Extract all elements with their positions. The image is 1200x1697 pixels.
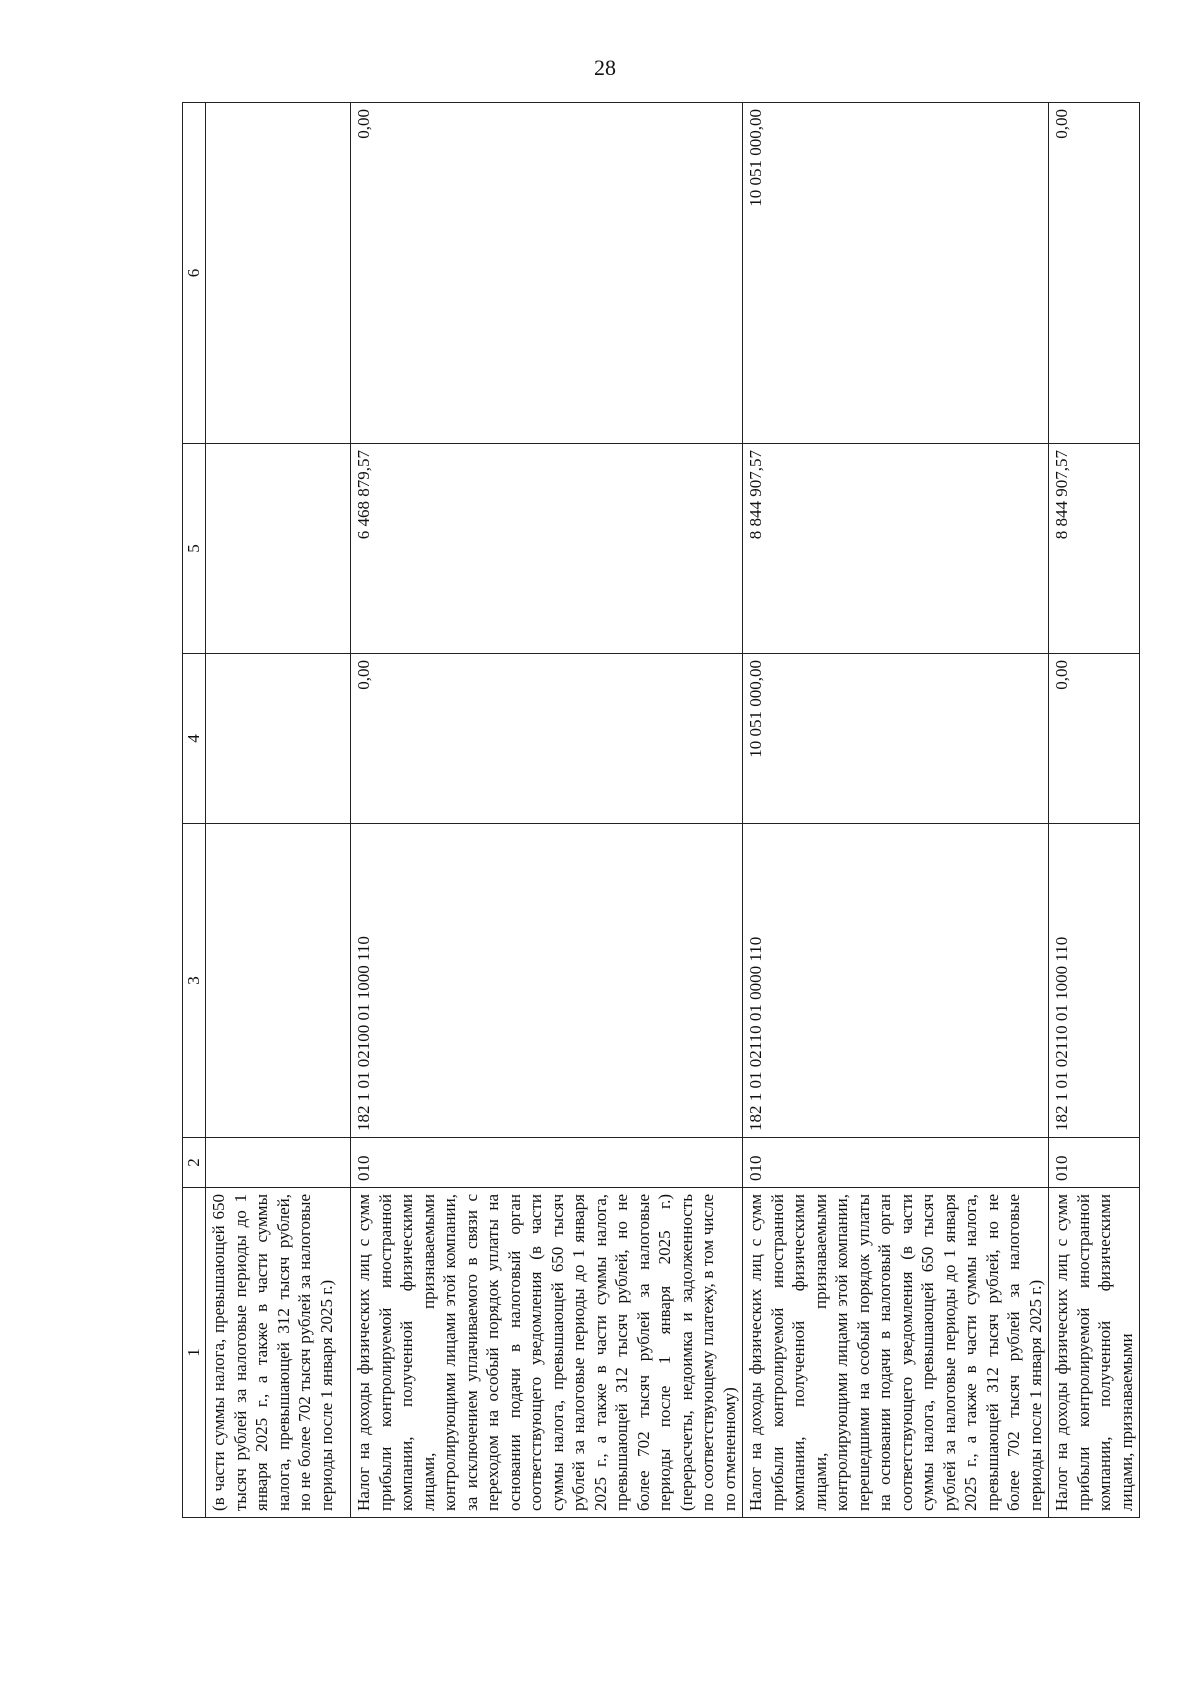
row-kbk: 182 1 01 02110 01 0000 110 <box>743 824 1049 1138</box>
row-kbk: 182 1 01 02110 01 1000 110 <box>1049 824 1140 1138</box>
header-cell-1: 1 <box>183 1188 206 1518</box>
header-cell-2: 2 <box>183 1138 206 1188</box>
row-code: 010 <box>351 1138 743 1188</box>
row-col6-value <box>206 103 351 444</box>
row-description: Налог на доходы физических лиц с сумм прибыли контролируемой иностранной компании, полученной физическими лицами, признаваемыми контролирующими лицами этой компании, за исключением уплачиваемого в связи с переходом на особый порядок уплаты на основании подачи в налоговый орган соответствующего уведомления (в части суммы налога, превышающей 650 тысяч рублей за налоговые периоды до 1 января 2025 г., а также в части суммы налога, превышающей 312 тысяч рублей, но не более 702 тысяч рублей за налоговые периоды после 1 января 2025 г.) (перерасчеты, недоимка и задолженность по соответствующему платежу, в том числе по отмененному) <box>351 1188 743 1518</box>
page-number: 28 <box>594 55 616 80</box>
row-col4-value <box>206 654 351 824</box>
header-cell-5: 5 <box>183 444 206 654</box>
row-col4-value: 0,00 <box>351 654 743 824</box>
row-col5-value: 8 844 907,57 <box>743 444 1049 654</box>
table-row <box>743 103 1049 1518</box>
row-col4-value: 0,00 <box>1049 654 1140 824</box>
row-col5-value: 8 844 907,57 <box>1049 444 1140 654</box>
row-kbk: 182 1 01 02100 01 1000 110 <box>351 824 743 1138</box>
table-row <box>351 103 743 1518</box>
budget-table <box>182 102 1140 1518</box>
row-col6-value: 0,00 <box>1049 103 1140 444</box>
row-description: Налог на доходы физических лиц с сумм прибыли контролируемой иностранной компании, полученной физическими лицами, признаваемыми контролирующими лицами этой компании, перешедшими на особый порядок уплаты на основании подачи в налоговый орган соответствующего уведомления (в части суммы налога, превышающей 650 тысяч рублей за налоговые периоды до 1 января 2025 г., а также в части суммы налога, превышающей 312 тысяч рублей, но не более 702 тысяч рублей за налоговые периоды после 1 января 2025 г.) <box>743 1188 1049 1518</box>
row-code: 010 <box>743 1138 1049 1188</box>
row-kbk <box>206 824 351 1138</box>
rotated-table-frame <box>182 103 1136 1518</box>
row-col5-value: 6 468 879,57 <box>351 444 743 654</box>
row-code <box>206 1138 351 1188</box>
header-cell-4: 4 <box>183 654 206 824</box>
header-cell-3: 3 <box>183 824 206 1138</box>
row-col4-value: 10 051 000,00 <box>743 654 1049 824</box>
row-description: (в части суммы налога, превышающей 650 тысяч рублей за налоговые периоды до 1 января 2025 г., а также в части суммы налога, превышающей 312 тысяч рублей, но не более 702 тысяч рублей за налоговые периоды после 1 января 2025 г.) <box>206 1188 351 1518</box>
row-col6-value: 0,00 <box>351 103 743 444</box>
row-col5-value <box>206 444 351 654</box>
row-code: 010 <box>1049 1138 1140 1188</box>
header-cell-6: 6 <box>183 103 206 444</box>
table-header-row <box>183 103 206 1518</box>
row-description: Налог на доходы физических лиц с сумм прибыли контролируемой иностранной компании, полученной физическими лицами, признаваемыми <box>1049 1188 1140 1518</box>
table-row <box>1049 103 1140 1518</box>
row-col6-value: 10 051 000,00 <box>743 103 1049 444</box>
table-row <box>206 103 351 1518</box>
